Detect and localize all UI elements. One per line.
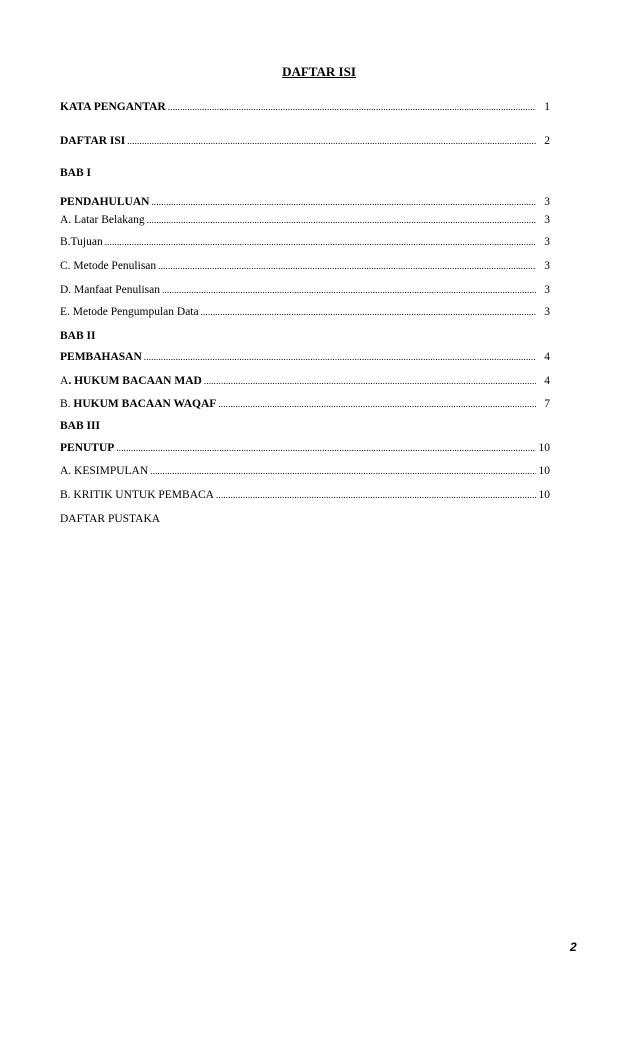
toc-entry-label: KATA PENGANTAR bbox=[60, 101, 166, 113]
toc-entry-kritik bbox=[60, 488, 550, 503]
toc-entry-prefix: B. bbox=[60, 398, 74, 410]
dot-leader bbox=[127, 134, 536, 149]
toc-entry-label: DAFTAR ISI bbox=[60, 135, 126, 147]
toc-entry-page: 10 bbox=[538, 489, 550, 501]
toc-entry-page: 2 bbox=[544, 135, 550, 147]
dot-leader bbox=[218, 397, 536, 412]
dot-leader bbox=[147, 213, 536, 228]
toc-entry-page: 10 bbox=[538, 465, 550, 477]
toc-entry-hukum-mad bbox=[60, 374, 550, 389]
toc-entry-page: 4 bbox=[544, 375, 550, 387]
toc-entry-pembahasan bbox=[60, 350, 550, 365]
page-title: DAFTAR ISI bbox=[282, 64, 356, 79]
toc-entry-label: A. Latar Belakang bbox=[60, 214, 145, 226]
toc-entry-page: 3 bbox=[544, 214, 550, 226]
dot-leader bbox=[150, 464, 536, 479]
dot-leader bbox=[116, 441, 536, 456]
toc-entry-page: 3 bbox=[544, 260, 550, 272]
toc-entry-metode-pengumpulan bbox=[60, 305, 550, 320]
toc-entry-label: . HUKUM BACAAN MAD bbox=[68, 375, 202, 387]
toc-entry-kesimpulan bbox=[60, 464, 550, 479]
dot-leader bbox=[201, 305, 536, 320]
page-number: 2 bbox=[570, 940, 577, 954]
toc-entry-label: B.Tujuan bbox=[60, 236, 103, 248]
toc-entry-page: 4 bbox=[544, 351, 550, 363]
toc-entry-label: E. Metode Pengumpulan Data bbox=[60, 306, 199, 318]
toc-entry-label: PEMBAHASAN bbox=[60, 351, 142, 363]
dot-leader bbox=[151, 195, 536, 210]
toc-entry-penutup bbox=[60, 441, 550, 456]
toc-entry-label: PENUTUP bbox=[60, 442, 115, 454]
toc-entry-page: 3 bbox=[544, 306, 550, 318]
toc-entry-label: C. Metode Penulisan bbox=[60, 260, 157, 272]
toc-entry-pendahuluan bbox=[60, 195, 550, 210]
toc-entry-manfaat-penulisan bbox=[60, 283, 550, 298]
toc-chapter-heading: BAB II bbox=[60, 330, 96, 342]
toc-entry-page: 3 bbox=[544, 236, 550, 248]
toc-entry-label: D. Manfaat Penulisan bbox=[60, 284, 160, 296]
dot-leader bbox=[162, 283, 536, 298]
toc-chapter-heading: BAB III bbox=[60, 420, 100, 432]
toc-chapter-heading: BAB I bbox=[60, 167, 91, 179]
toc-entry-hukum-waqaf bbox=[60, 397, 550, 412]
toc-entry-page: 10 bbox=[538, 442, 550, 454]
dot-leader bbox=[158, 259, 536, 274]
toc-entry-latar-belakang bbox=[60, 213, 550, 228]
toc-entry-page: 7 bbox=[544, 398, 550, 410]
toc-entry-kata-pengantar bbox=[60, 100, 550, 115]
toc-entry-label: A. KESIMPULAN bbox=[60, 465, 149, 477]
dot-leader bbox=[105, 235, 536, 250]
toc-entry-daftar-pustaka bbox=[60, 512, 550, 527]
toc-entry-page: 3 bbox=[544, 284, 550, 296]
toc-entry-page: 3 bbox=[544, 196, 550, 208]
toc-entry-label: HUKUM BACAAN WAQAF bbox=[73, 398, 217, 410]
dot-leader bbox=[204, 374, 536, 389]
toc-entry-label: DAFTAR PUSTAKA bbox=[60, 513, 161, 525]
dot-leader bbox=[168, 100, 536, 115]
toc-entry-tujuan bbox=[60, 235, 550, 250]
toc-entry-prefix: A bbox=[60, 375, 69, 387]
toc-entry-label: B. KRITIK UNTUK PEMBACA bbox=[60, 489, 214, 501]
toc-entry-label: PENDAHULUAN bbox=[60, 196, 150, 208]
toc-entry-metode-penulisan bbox=[60, 259, 550, 274]
toc-entry-daftar-isi bbox=[60, 134, 550, 149]
dot-leader bbox=[144, 350, 536, 365]
toc-entry-page: 1 bbox=[544, 101, 550, 113]
dot-leader bbox=[216, 488, 536, 503]
